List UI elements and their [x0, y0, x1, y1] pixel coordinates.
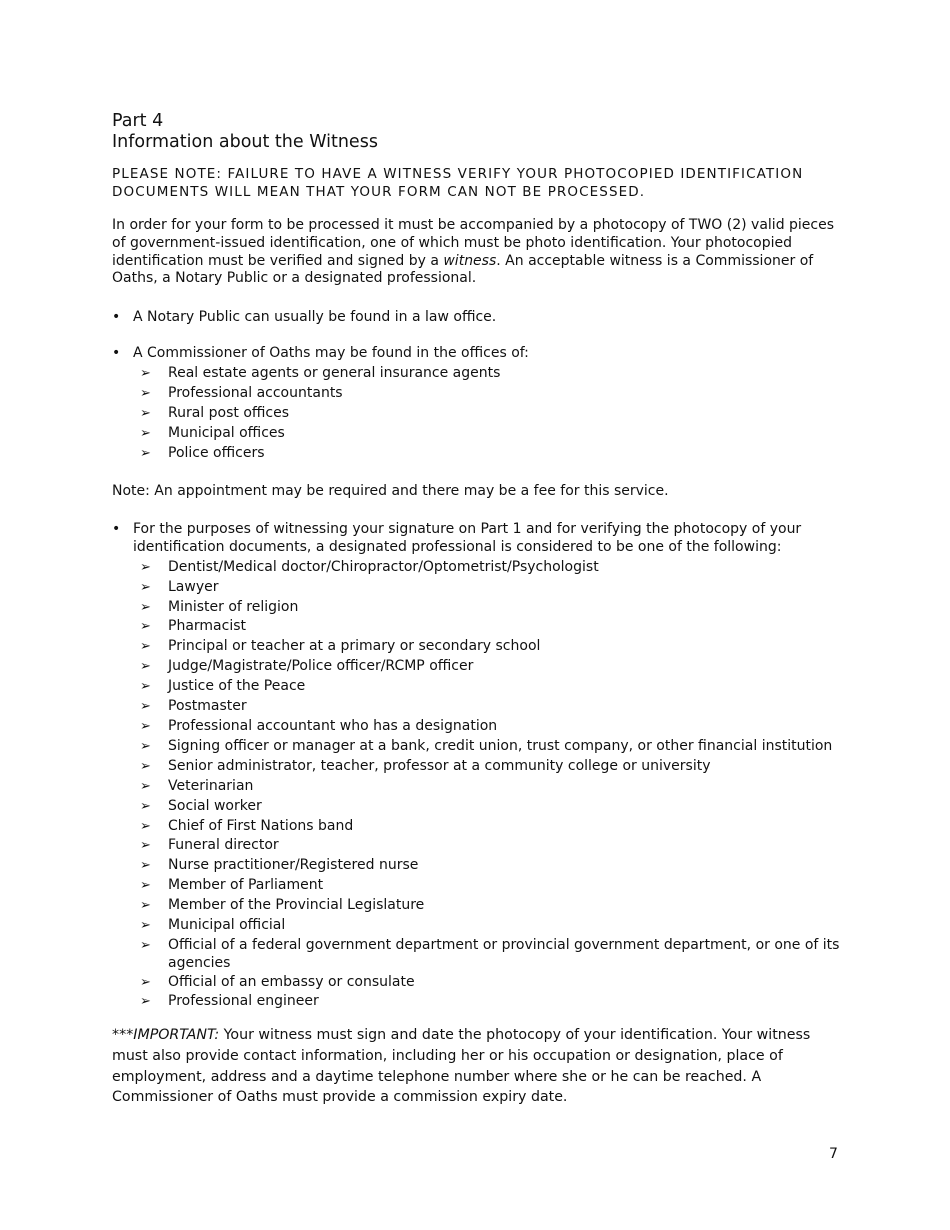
- list-item: ➢ Police officers: [133, 444, 840, 464]
- list-item: ➢ Funeral director: [133, 836, 840, 856]
- arrow-bullet-icon: ➢: [140, 838, 151, 854]
- intro-text-before: In order for your form to be processed it must be accompanied by a photocopy of TWO (2) valid pieces of government-issued identification, one of which must be photo identification. Your photocopied identification must be verified and signed by a: [112, 217, 835, 269]
- bullet-commissioner-text: A Commissioner of Oaths may be found in the offices of:: [133, 345, 529, 362]
- arrow-bullet-icon: ➢: [140, 425, 151, 441]
- bullet-designated-professional: [112, 520, 840, 1013]
- arrow-bullet-icon: ➢: [140, 937, 151, 953]
- intro-emphasis: witness: [443, 252, 497, 269]
- list-item: ➢ Dentist/Medical doctor/Chiropractor/Optometrist/Psychologist: [133, 558, 840, 578]
- part-title: Information about the Witness: [112, 132, 378, 152]
- bullet-dot: •: [112, 309, 121, 326]
- bullet-dot: •: [112, 345, 121, 362]
- arrow-bullet-icon: ➢: [140, 679, 151, 695]
- list-item: ➢ Professional accountants: [133, 384, 840, 404]
- commissioner-office-list: [133, 364, 840, 464]
- important-label: ***IMPORTANT:: [112, 1027, 220, 1044]
- list-item: ➢ Real estate agents or general insurance agents: [133, 364, 840, 384]
- list-item: ➢ Minister of religion: [133, 598, 840, 618]
- list-item: ➢ Justice of the Peace: [133, 677, 840, 697]
- important-text: Your witness must sign and date the photocopy of your identification. Your witness must also provide contact information, including her or his occupation or designation, place of employment, address and a daytime telephone number where she or he can be reached. A Commissioner of Oaths must provide a commission expiry date.: [112, 1027, 811, 1106]
- arrow-bullet-icon: ➢: [140, 366, 151, 382]
- list-item: ➢ Senior administrator, teacher, professor at a community college or university: [133, 757, 840, 777]
- list-item: ➢ Signing officer or manager at a bank, credit union, trust company, or other financial institution: [133, 737, 840, 757]
- arrow-bullet-icon: ➢: [140, 778, 151, 794]
- bullet-notary: [112, 308, 840, 326]
- arrow-bullet-icon: ➢: [140, 974, 151, 990]
- arrow-bullet-icon: ➢: [140, 599, 151, 615]
- list-item: ➢ Professional accountant who has a designation: [133, 717, 840, 737]
- arrow-bullet-icon: ➢: [140, 559, 151, 575]
- arrow-bullet-icon: ➢: [140, 798, 151, 814]
- arrow-bullet-icon: ➢: [140, 718, 151, 734]
- list-item: ➢ Chief of First Nations band: [133, 817, 840, 837]
- appointment-note: Note: An appointment may be required and there may be a fee for this service.: [112, 482, 669, 499]
- list-item: ➢ Rural post offices: [133, 404, 840, 424]
- arrow-bullet-icon: ➢: [140, 758, 151, 774]
- bullet-notary-text: A Notary Public can usually be found in a law office.: [133, 309, 497, 326]
- list-item: ➢ Judge/Magistrate/Police officer/RCMP officer: [133, 657, 840, 677]
- bullet-dot: •: [112, 520, 121, 537]
- intro-text-after: . An acceptable witness is a Commissioner of Oaths, a Notary Public or a designated professional.: [112, 252, 814, 287]
- bullet-commissioner: [112, 344, 840, 464]
- arrow-bullet-icon: ➢: [140, 738, 151, 754]
- list-item: ➢ Official of an embassy or consulate: [133, 973, 840, 993]
- list-item: ➢ Professional engineer: [133, 992, 840, 1012]
- arrow-bullet-icon: ➢: [140, 818, 151, 834]
- arrow-bullet-icon: ➢: [140, 619, 151, 635]
- warning-notice: PLEASE NOTE: FAILURE TO HAVE A WITNESS VERIFY YOUR PHOTOCOPIED IDENTIFICATION DOCUMENTS WILL MEAN THAT YOUR FORM CAN NOT BE PROCESSED.: [112, 166, 804, 200]
- document-page: [112, 111, 840, 1122]
- page-number: 7: [829, 1146, 838, 1162]
- part-number: Part 4: [112, 111, 164, 131]
- arrow-bullet-icon: ➢: [140, 699, 151, 715]
- important-notice: [112, 1025, 840, 1108]
- list-item: ➢ Principal or teacher at a primary or secondary school: [133, 637, 840, 657]
- arrow-bullet-icon: ➢: [140, 579, 151, 595]
- bullet-professional-text: For the purposes of witnessing your signature on Part 1 and for verifying the photocopy of your identification documents, a designated professional is considered to be one of the following:: [133, 520, 802, 555]
- list-item: ➢ Municipal official: [133, 916, 840, 936]
- list-item: ➢ Nurse practitioner/Registered nurse: [133, 856, 840, 876]
- arrow-bullet-icon: ➢: [140, 994, 151, 1010]
- arrow-bullet-icon: ➢: [140, 659, 151, 675]
- list-item: ➢ Social worker: [133, 797, 840, 817]
- professional-list: [133, 558, 840, 1013]
- list-item: ➢ Veterinarian: [133, 777, 840, 797]
- list-item: ➢ Pharmacist: [133, 617, 840, 637]
- arrow-bullet-icon: ➢: [140, 898, 151, 914]
- arrow-bullet-icon: ➢: [140, 406, 151, 421]
- list-item: ➢ Official of a federal government department or provincial government department, or one of its agencies: [140, 936, 840, 971]
- arrow-bullet-icon: ➢: [140, 918, 151, 934]
- intro-paragraph: [112, 217, 840, 288]
- arrow-bullet-icon: ➢: [140, 639, 151, 655]
- list-item: ➢ Municipal offices: [133, 424, 840, 444]
- arrow-bullet-icon: ➢: [140, 445, 151, 461]
- list-item: ➢ Member of Parliament: [133, 876, 840, 896]
- list-item: ➢ Lawyer: [133, 578, 840, 598]
- arrow-bullet-icon: ➢: [140, 878, 151, 894]
- arrow-bullet-icon: ➢: [140, 386, 151, 402]
- list-item: ➢ Member of the Provincial Legislature: [133, 896, 840, 916]
- arrow-bullet-icon: ➢: [140, 858, 151, 874]
- list-item: ➢ Postmaster: [133, 697, 840, 717]
